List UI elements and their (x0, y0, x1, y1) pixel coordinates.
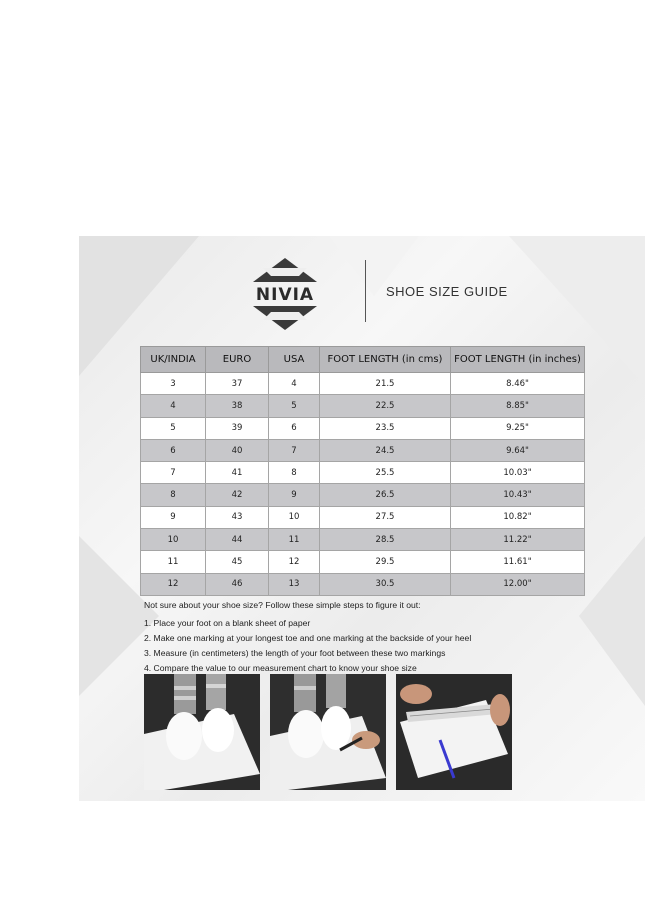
step-1: 1. Place your foot on a blank sheet of paper (144, 618, 311, 628)
table-cell: 26.5 (320, 484, 451, 506)
table-cell: 3 (141, 373, 206, 395)
table-cell: 11.61" (451, 551, 585, 573)
photo-measuring-with-ruler (396, 674, 512, 790)
table-row (141, 506, 585, 528)
table-cell: 10 (269, 506, 320, 528)
table-cell: 9 (269, 484, 320, 506)
table-cell: 42 (206, 484, 269, 506)
photo-foot-on-paper (144, 674, 260, 790)
step-3: 3. Measure (in centimeters) the length of your foot between these two markings (144, 648, 446, 658)
table-cell: 10.43" (451, 484, 585, 506)
table-cell: 8.46" (451, 373, 585, 395)
table-row (141, 529, 585, 551)
size-table (140, 346, 585, 596)
size-guide-card (79, 236, 645, 801)
table-row (141, 462, 585, 484)
step-4: 4. Compare the value to our measurement chart to know your shoe size (144, 663, 417, 673)
header-foot-length-inches: FOOT LENGTH (in inches) (451, 347, 585, 373)
table-row (141, 484, 585, 506)
table-row (141, 373, 585, 395)
table-cell: 46 (206, 573, 269, 595)
table-cell: 10 (141, 529, 206, 551)
table-cell: 9.25" (451, 417, 585, 439)
table-cell: 12.00" (451, 573, 585, 595)
table-cell: 24.5 (320, 439, 451, 461)
table-cell: 45 (206, 551, 269, 573)
table-cell: 7 (141, 462, 206, 484)
step-2: 2. Make one marking at your longest toe and one marking at the backside of your heel (144, 633, 472, 643)
table-cell: 22.5 (320, 395, 451, 417)
table-cell: 12 (269, 551, 320, 573)
nivia-logo (225, 258, 345, 330)
table-cell: 39 (206, 417, 269, 439)
table-cell: 8 (269, 462, 320, 484)
table-cell: 6 (269, 417, 320, 439)
table-cell: 23.5 (320, 417, 451, 439)
header-euro: EURO (206, 347, 269, 373)
table-cell: 13 (269, 573, 320, 595)
header-uk-india: UK/INDIA (141, 347, 206, 373)
table-cell: 10.82" (451, 506, 585, 528)
table-cell: 41 (206, 462, 269, 484)
table-cell: 7 (269, 439, 320, 461)
instructions-intro: Not sure about your shoe size? Follow these simple steps to figure it out: (144, 600, 421, 610)
table-row (141, 395, 585, 417)
table-cell: 10.03" (451, 462, 585, 484)
table-cell: 5 (141, 417, 206, 439)
table-cell: 25.5 (320, 462, 451, 484)
table-cell: 43 (206, 506, 269, 528)
table-header-row (141, 347, 585, 373)
guide-title: SHOE SIZE GUIDE (386, 284, 508, 299)
table-cell: 40 (206, 439, 269, 461)
table-cell: 9.64" (451, 439, 585, 461)
header-foot-length-cms: FOOT LENGTH (in cms) (320, 347, 451, 373)
table-row (141, 551, 585, 573)
table-cell: 9 (141, 506, 206, 528)
photo-marking-with-pen (270, 674, 386, 790)
table-cell: 29.5 (320, 551, 451, 573)
header-divider (365, 260, 366, 322)
table-cell: 11.22" (451, 529, 585, 551)
table-cell: 11 (269, 529, 320, 551)
table-cell: 27.5 (320, 506, 451, 528)
table-cell: 8 (141, 484, 206, 506)
table-cell: 5 (269, 395, 320, 417)
table-cell: 11 (141, 551, 206, 573)
table-cell: 4 (269, 373, 320, 395)
table-cell: 4 (141, 395, 206, 417)
table-cell: 12 (141, 573, 206, 595)
size-table-body (141, 373, 585, 596)
nivia-logo-wordmark: NIVIA (255, 285, 315, 305)
table-cell: 21.5 (320, 373, 451, 395)
table-cell: 38 (206, 395, 269, 417)
table-cell: 30.5 (320, 573, 451, 595)
table-cell: 28.5 (320, 529, 451, 551)
table-cell: 37 (206, 373, 269, 395)
header-usa: USA (269, 347, 320, 373)
table-row (141, 417, 585, 439)
instructions (144, 598, 471, 676)
table-row (141, 573, 585, 595)
table-row (141, 439, 585, 461)
table-cell: 44 (206, 529, 269, 551)
table-cell: 6 (141, 439, 206, 461)
table-cell: 8.85" (451, 395, 585, 417)
